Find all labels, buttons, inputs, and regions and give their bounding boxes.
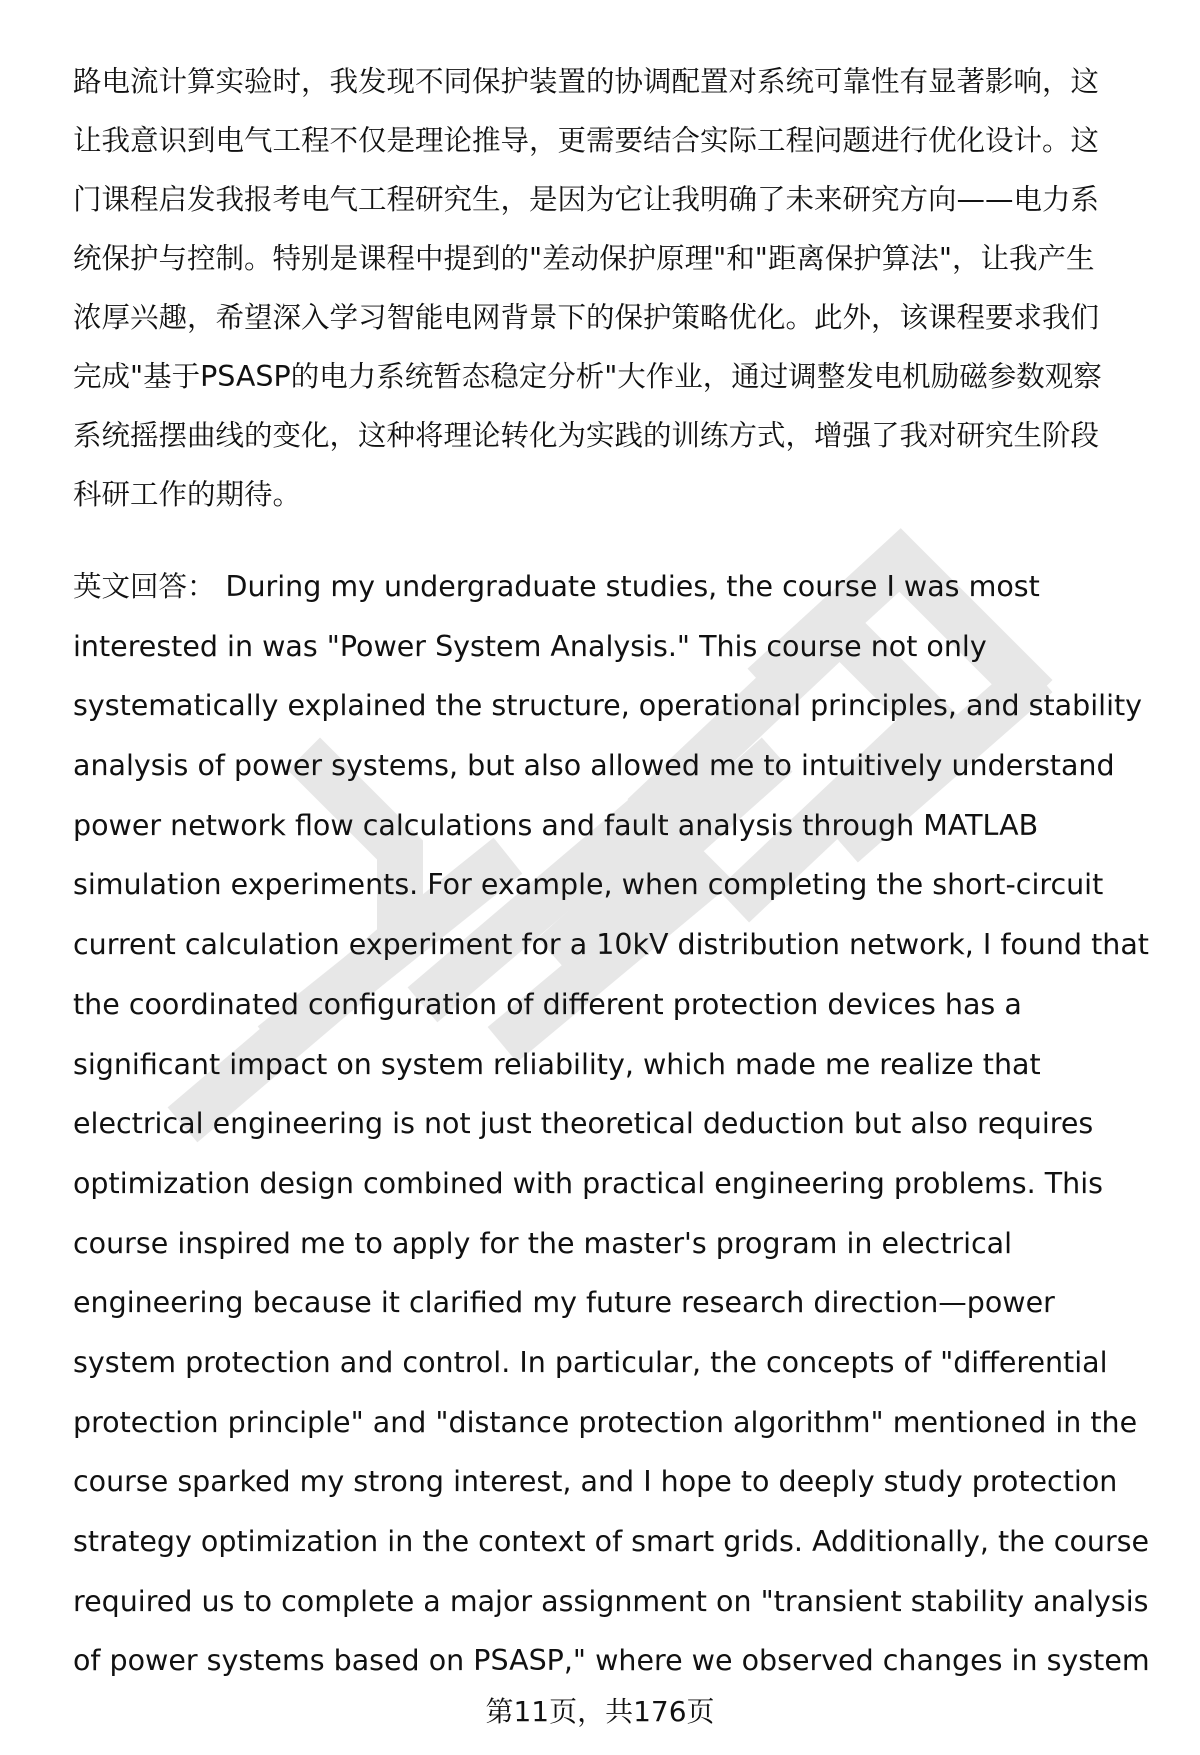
en-line: systematically explained the structure, operational principles, and stability xyxy=(73,689,1143,723)
en-line: course sparked my strong interest, and I hope to deeply study protection xyxy=(73,1465,1118,1499)
en-line: protection principle" and "distance protection algorithm" mentioned in the xyxy=(73,1405,1138,1439)
zh-line: 统保护与控制。特别是课程中提到的"差动保护原理"和"距离保护算法"，让我产生 xyxy=(73,242,1095,275)
zh-line: 路电流计算实验时，我发现不同保护装置的协调配置对系统可靠性有显著影响，这 xyxy=(73,65,1100,98)
en-line: current calculation experiment for a 10kV distribution network, I found that xyxy=(73,928,1149,962)
english-answer xyxy=(73,557,1153,1691)
en-line: of power systems based on PSASP," where we observed changes in system xyxy=(73,1644,1150,1678)
en-line-text: During my undergraduate studies, the course I was most xyxy=(225,570,1040,603)
en-line: significant impact on system reliability, which made me realize that xyxy=(73,1047,1041,1081)
en-line: course inspired me to apply for the master's program in electrical xyxy=(73,1226,1013,1260)
en-line: system protection and control. In particular, the concepts of "differential xyxy=(73,1345,1108,1379)
en-first-line xyxy=(73,557,1153,617)
zh-line: 门课程启发我报考电气工程研究生，是因为它让我明确了未来研究方向——电力系 xyxy=(73,183,1100,216)
en-line: simulation experiments. For example, when completing the short-circuit xyxy=(73,868,1104,902)
zh-line: 让我意识到电气工程不仅是理论推导，更需要结合实际工程问题进行优化设计。这 xyxy=(73,124,1100,157)
page-number-footer: 第11页，共176页 xyxy=(485,1695,715,1728)
en-line: interested in was "Power System Analysis." This course not only xyxy=(73,629,987,663)
en-line: analysis of power systems, but also allowed me to intuitively understand xyxy=(73,749,1115,783)
en-line: the coordinated configuration of different protection devices has a xyxy=(73,987,1022,1021)
zh-line: 科研工作的期待。 xyxy=(73,478,302,511)
zh-line: 系统摇摆曲线的变化，这种将理论转化为实践的训练方式，增强了我对研究生阶段 xyxy=(73,419,1100,452)
zh-line: 完成"基于PSASP的电力系统暂态稳定分析"大作业，通过调整发电机励磁参数观察 xyxy=(73,360,1102,393)
en-line: electrical engineering is not just theoretical deduction but also requires xyxy=(73,1107,1094,1141)
en-line: engineering because it clarified my future research direction—power xyxy=(73,1286,1055,1320)
en-line: power network flow calculations and fault analysis through MATLAB xyxy=(73,808,1039,842)
chinese-paragraph xyxy=(73,52,1153,524)
answer-label: 英文回答： xyxy=(73,570,216,603)
en-line: optimization design combined with practical engineering problems. This xyxy=(73,1166,1103,1200)
en-line: strategy optimization in the context of smart grids. Additionally, the course xyxy=(73,1525,1150,1558)
en-line: required us to complete a major assignment on "transient stability analysis xyxy=(73,1584,1149,1618)
zh-line: 浓厚兴趣，希望深入学习智能电网背景下的保护策略优化。此外，该课程要求我们 xyxy=(73,301,1100,334)
